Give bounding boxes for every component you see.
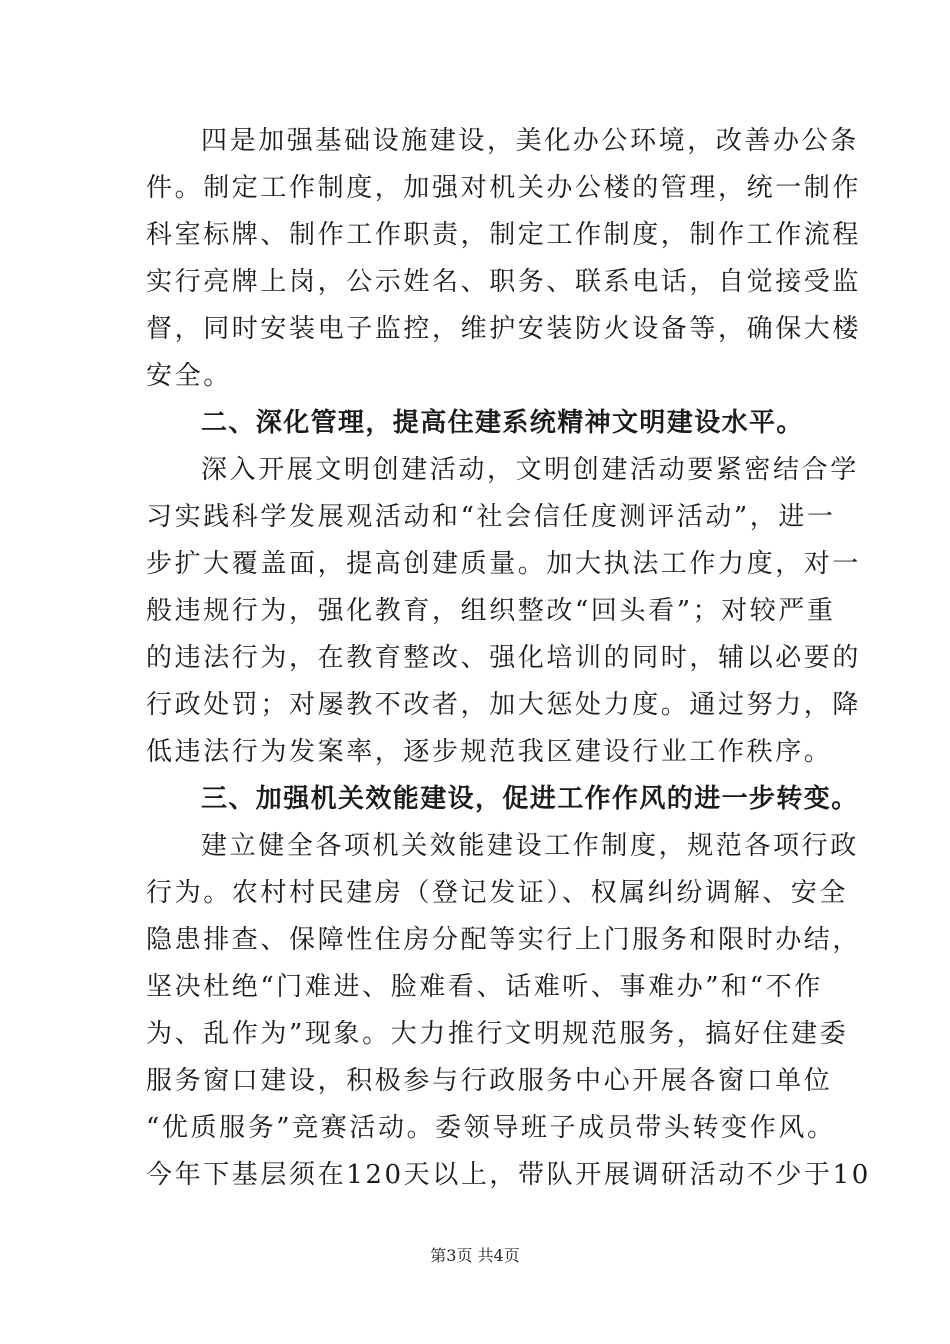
paragraph-line: 隐患排查、保障性住房分配等实行上门服务和限时办结， bbox=[146, 925, 862, 955]
paragraph-line: 件。制定工作制度，加强对机关办公楼的管理，统一制作 bbox=[146, 173, 862, 203]
paragraph-line: 今年下基层须在120天以上，带队开展调研活动不少于10 bbox=[146, 1160, 871, 1190]
paragraph-line: 行政处罚；对屡教不改者，加大惩处力度。通过努力，降 bbox=[146, 690, 862, 720]
section-heading-2: 二、深化管理，提高住建系统精神文明建设水平。 bbox=[201, 408, 804, 438]
paragraph-line: 习实践科学发展观活动和“社会信任度测评活动”，进一 bbox=[146, 502, 836, 532]
paragraph-line: 步扩大覆盖面，提高创建质量。加大执法工作力度，对一 bbox=[146, 549, 862, 579]
paragraph-line: 安全。 bbox=[146, 361, 232, 391]
paragraph-line: 实行亮牌上岗，公示姓名、职务、联系电话，自觉接受监 bbox=[146, 267, 862, 297]
paragraph-line: “优质服务”竞赛活动。委领导班子成员带头转变作风。 bbox=[146, 1113, 836, 1143]
page-number-footer: 第3页 共4页 bbox=[430, 1246, 520, 1265]
paragraph-line: 深入开展文明创建活动，文明创建活动要紧密结合学 bbox=[201, 455, 859, 485]
paragraph-line: 坚决杜绝“门难进、脸难看、话难听、事难办”和“不作 bbox=[146, 972, 823, 1002]
paragraph-line: 督，同时安装电子监控，维护安装防火设备等，确保大楼 bbox=[146, 314, 862, 344]
document-body bbox=[146, 118, 871, 1199]
paragraph-line: 行为。农村村民建房（登记发证）、权属纠纷调解、安全 bbox=[146, 878, 849, 908]
paragraph-line: 为、乱作为”现象。大力推行文明规范服务，搞好住建委 bbox=[146, 1019, 849, 1049]
section-heading-3: 三、加强机关效能建设，促进工作作风的进一步转变。 bbox=[201, 784, 859, 814]
paragraph-line: 般违规行为，强化教育，组织整改“回头看”；对较严重 bbox=[146, 596, 836, 626]
paragraph-line: 建立健全各项机关效能建设工作制度，规范各项行政 bbox=[201, 831, 859, 861]
paragraph-line: 的违法行为，在教育整改、强化培训的同时，辅以必要的 bbox=[146, 643, 862, 673]
paragraph-line: 低违法行为发案率，逐步规范我区建设行业工作秩序。 bbox=[146, 737, 833, 767]
paragraph-line: 四是加强基础设施建设，美化办公环境，改善办公条 bbox=[201, 126, 859, 156]
paragraph-line: 科室标牌、制作工作职责，制定工作制度，制作工作流程 bbox=[146, 220, 862, 250]
paragraph-line: 服务窗口建设，积极参与行政服务中心开展各窗口单位 bbox=[146, 1066, 833, 1096]
